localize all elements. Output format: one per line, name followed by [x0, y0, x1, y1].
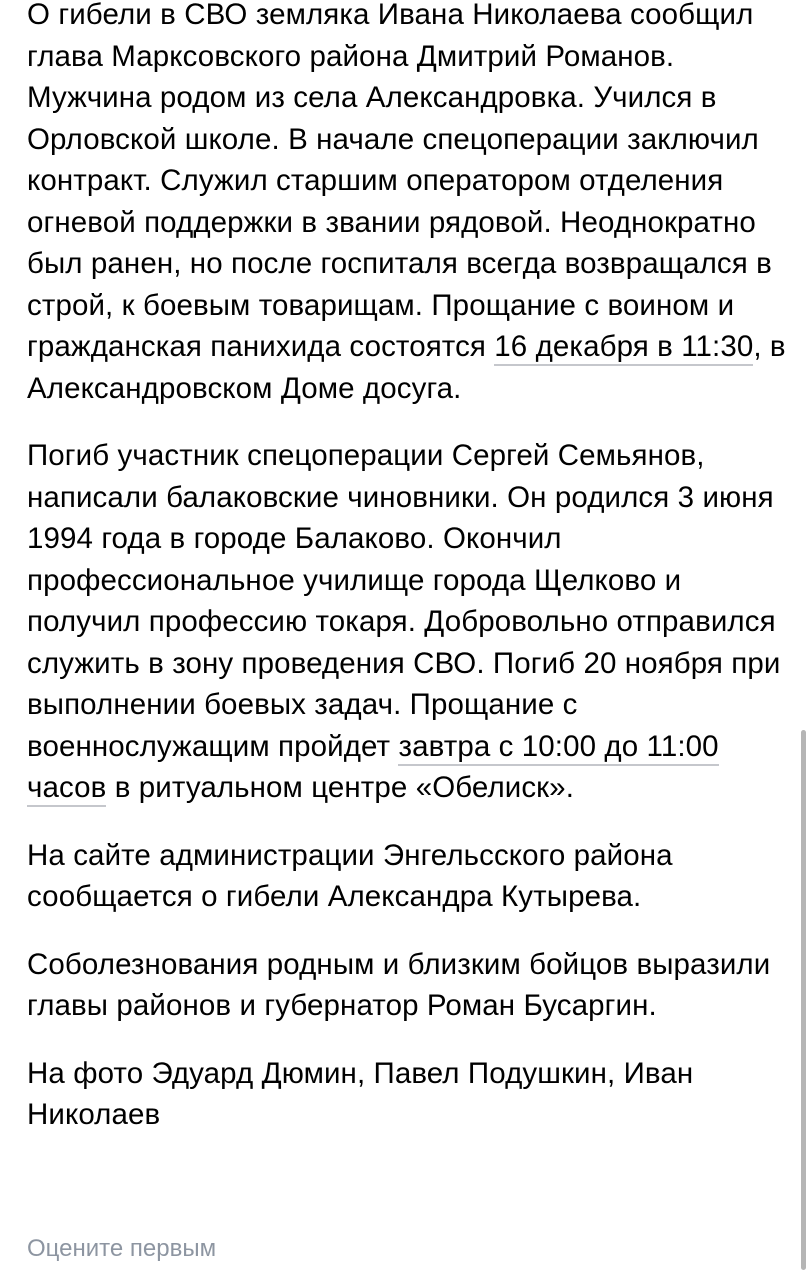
post-paragraph-2 [27, 435, 787, 809]
paragraph-2-text-after: в ритуальном центре «Обелиск». [106, 771, 574, 804]
scrollbar-thumb[interactable] [801, 730, 806, 1270]
paragraph-1-text-after: , в Александровском Доме досуга. [27, 330, 786, 405]
date-link-tomorrow[interactable]: завтра с 10:00 до 11:00 часов [27, 730, 719, 808]
rate-first-link[interactable]: Оцените первым [27, 1235, 217, 1262]
post-paragraph-1 [27, 0, 787, 409]
post-paragraph-5: На фото Эдуард Дюмин, Павел Подушкин, Иван Николаев [27, 1056, 694, 1131]
paragraph-2-text-before: Погиб участник спецоперации Сергей Семьянов, написали балаковские чиновники. Он родился 3 июня 1994 года в городе Балаково. Окончил профессиональное училище города Щелково и получил профессию токаря. Добровольно отправился служить в зону проведения СВО. Погиб 20 ноября при выполнении боевых задач. Прощание с военнослужащим пройдет [27, 439, 781, 763]
post-body [27, 0, 787, 1162]
paragraph-1-text-before: О гибели в СВО земляка Ивана Николаева сообщил глава Марксовского района Дмитрий Романов. Мужчина родом из села Александровка. Учился в Орловской школе. В начале спецоперации заключил контракт. Служил старшим оператором отделения огневой поддержки в звании рядовой. Неоднократно был ранен, но после госпиталя всегда возвращался в строй, к боевым товарищам. Прощание с воином и гражданская панихида состоятся [27, 0, 772, 363]
post-paragraph-3: На сайте администрации Энгельсского района сообщается о гибели Александра Кутырева. [27, 838, 673, 913]
date-link-december-16[interactable]: 16 декабря в 11:30 [494, 330, 753, 366]
post-paragraph-4: Соболезнования родным и близким бойцов выразили главы районов и губернатор Роман Бусаргин. [27, 947, 771, 1022]
